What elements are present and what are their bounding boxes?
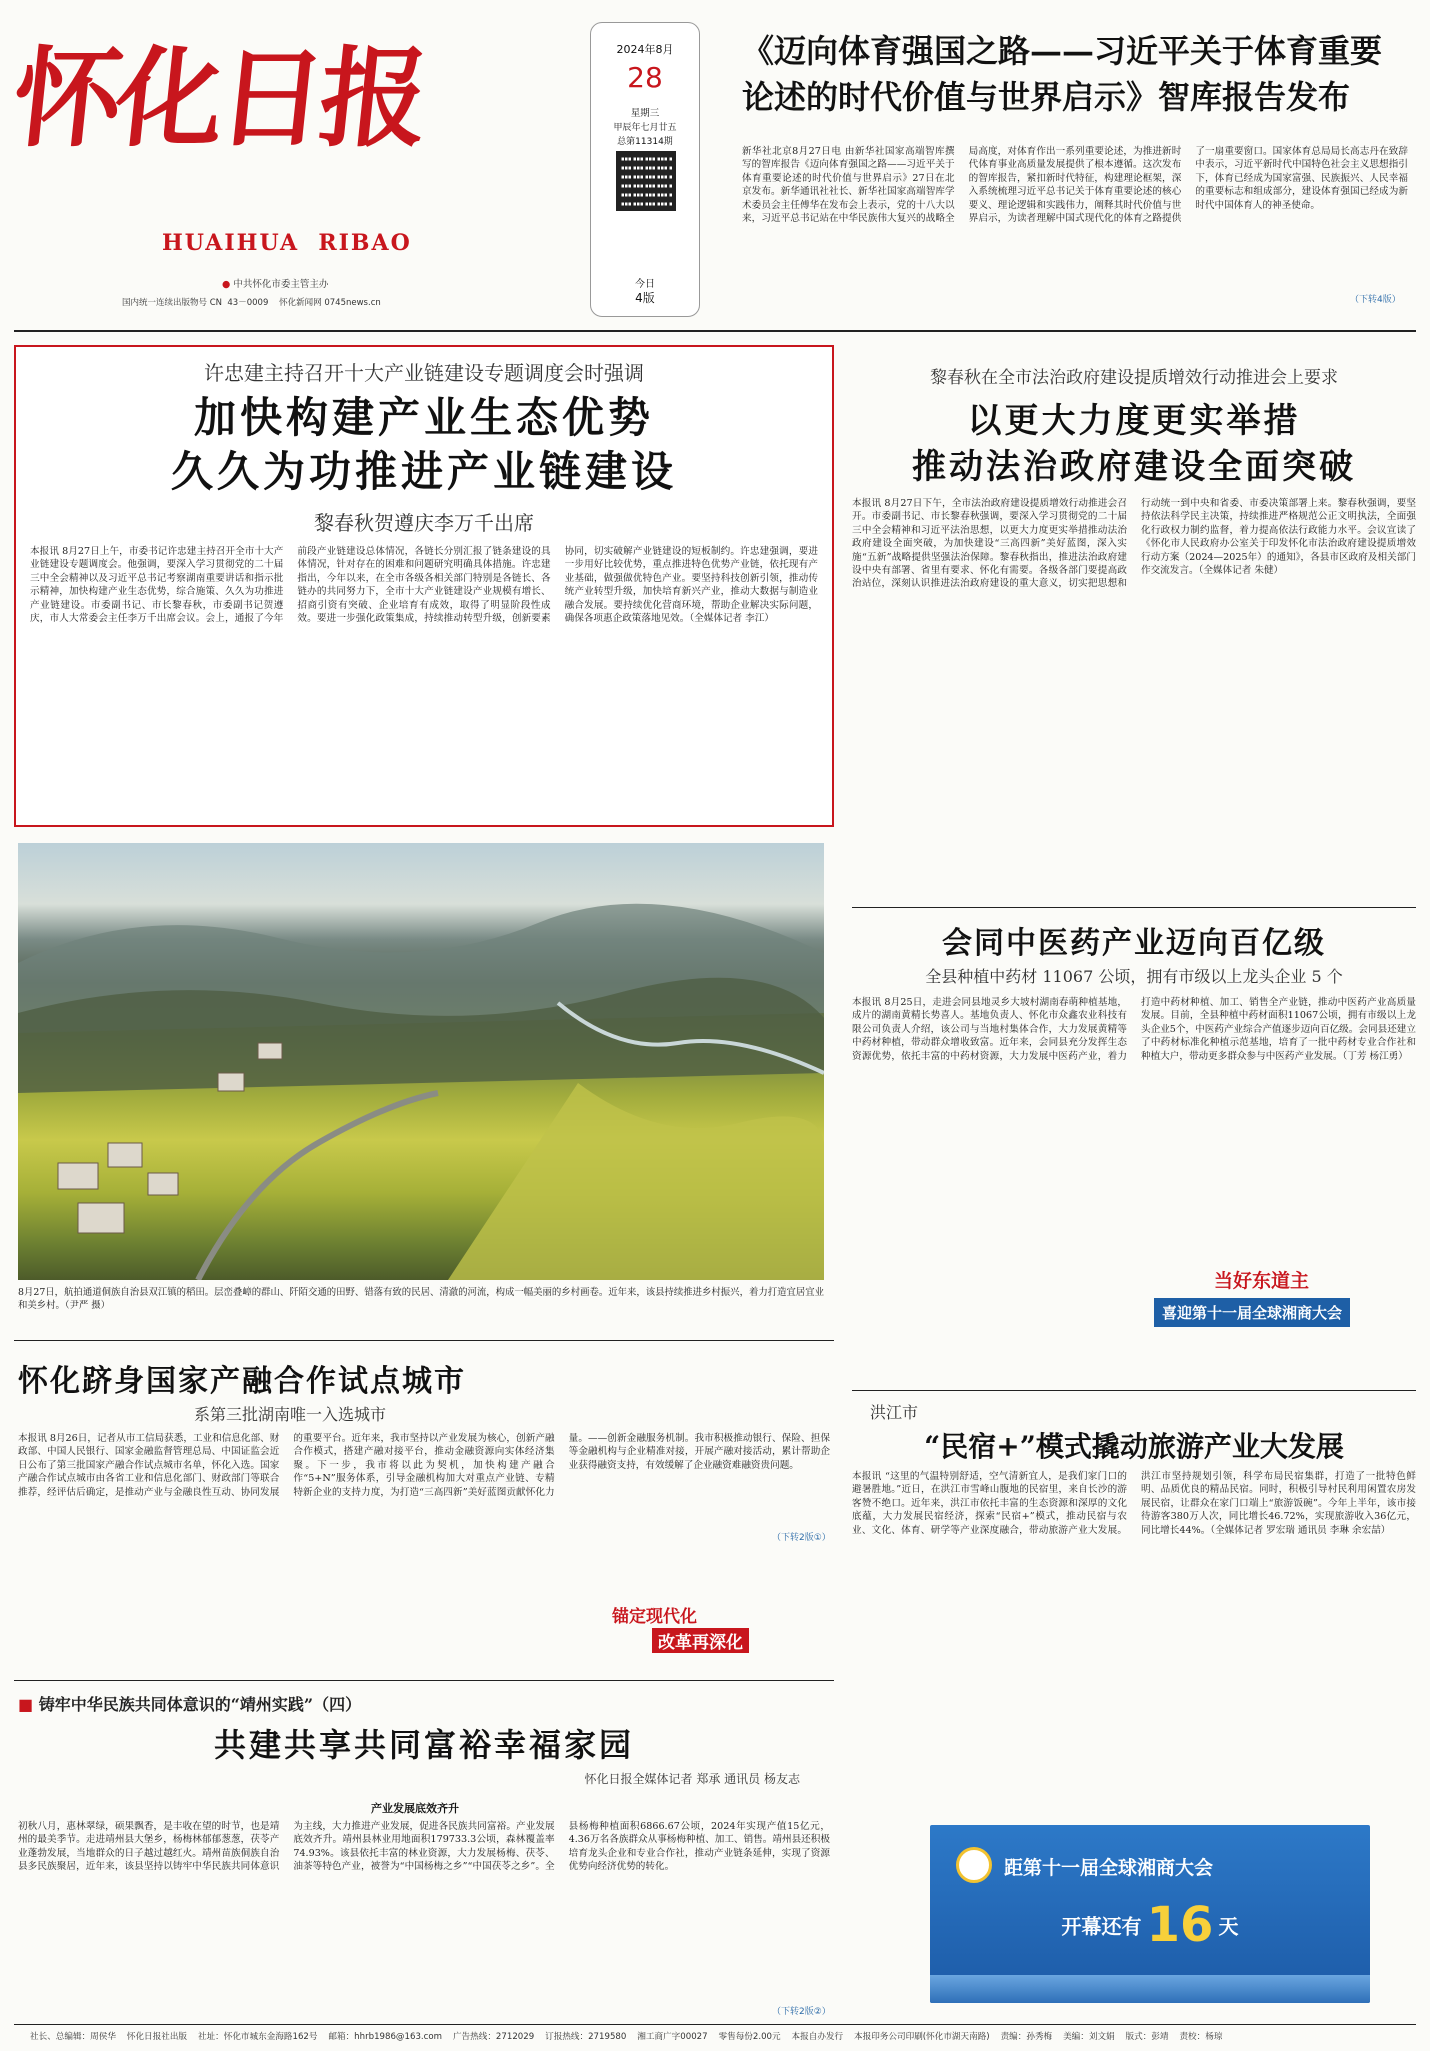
bottom-body: 初秋八月，惠林翠绿，硕果飘香，是丰收在望的时节，也是靖州的最美季节。走进靖州县大堡乡，杨梅林郁郁葱葱，茯苓产业蓬勃发展，当地群众的日子越过越红火。靖州苗族侗族自治县多民族聚居，近年来，该县坚持以铸牢中华民族共同体意识为主线，大力推进产业发展，促进各民族共同富裕。产业发展底效齐升。靖州县林业用地面积179733.3公顷，森林覆盖率74.93%。该县依托丰富的林业资源，大力发展杨梅、茯苓、油茶等特色产业，被誉为“中国杨梅之乡”“中国茯苓之乡”。全县杨梅种植面积6866.67公顷，2024年实现产值15亿元，4.36万名各族群众从事杨梅种植、加工、销售。靖州县还积极培育龙头企业和专业合作社，推动产业链条延伸，实现了资源优势向经济优势的转化。 [18,1821,830,1873]
banner-water [930,1975,1370,2003]
serial-line: 国内统一连续出版物号 CN 43－0009 怀化新闻网 0745news.cn [122,298,381,308]
party-emblem-icon: ● [222,279,231,290]
reform-badge-line1: 锚定现代化 [612,1607,697,1627]
right2-body: 本报讯 8月25日，走进会同县地灵乡大坡村湖南春萌种植基地，成片的湖南黄精长势喜人。基地负责人、怀化市众鑫农业科技有限公司负责人介绍，该公司与当地村集体合作，大力发展黄精等中药材种植，带动群众增收致富。近年来，会同县充分发挥生态资源优势，依托丰富的中药材资源，大力发展中医药产业，着力打造中药材种植、加工、销售全产业链，推动中医药产业高质量发展。目前，全县种植中药材面积11067公顷，拥有市级以上龙头企业5个，中医药产业综合产值逐步迈向百亿级。会同县还建立了中药材标准化种植示范基地，培育了一批中药材专业合作社和种植大户，带动更多群众参与中医药产业发展。（丁芳 杨江勇） [852,997,1416,1062]
date-day: 28 [627,61,663,94]
reform-badge [612,1602,818,1654]
photo-caption: 8月27日，航拍通道侗族自治县双江镇的稻田。层峦叠嶂的群山、阡陌交通的田野、错落有致的民居、清澈的河流，构成一幅美丽的乡村画卷。近年来，该县持续推进乡村振兴，着力打造宜居宜业和美乡村。（尹严 摄） [18,1287,824,1312]
right-col-divider-1 [852,907,1416,908]
right3-headline: “民宿+”模式撬动旅游产业大发展 [924,1430,1344,1463]
right-col-divider-2 [852,1390,1416,1391]
photo-divider [14,1340,834,1341]
east-host-badge [1150,1264,1412,1332]
lead-body: 本报讯 8月27日上午，市委书记许忠建主持召开全市十大产业链建设专题调度会。他强调，要深入学习贯彻党的二十届三中全会精神以及习近平总书记考察湖南重要讲话和指示批示精神，加快构建产业生态优势，综合施策、久久为功推进产业链建设。市委副书记、市长黎春秋，市委副书记贺遵庆，市人大常委会主任李万千出席会议。会上，通报了今年前段产业链建设总体情况，各链长分别汇报了链条建设的具体情况，针对存在的困难和问题研究明确具体措施。许忠建指出，今年以来，在全市各级各相关部门特别是各链长、各链办的共同努力下，全市十大产业链建设产业规模有增长、招商引资有突破、企业培育有成效，取得了明显阶段性成效。要进一步强化政策集成，持续推动转型升级，创新要素协同，切实破解产业链建设的短板制约。许忠建强调，要进一步用好比较优势，重点推进特色优势产业链，依托现有产业基础，做强做优特色产业。要坚持科技创新引领，推动传统产业转型升级，加快培育新兴产业，推动大数据与制造业融合发展。要持续优化营商环境，帮助企业解决实际问题，确保各项惠企政策落地见效。（全媒体记者 李江） [30,546,818,625]
bottom-byline: 怀化日报全媒体记者 郑承 通讯员 杨友志 [584,1772,800,1786]
today-label: 今日 [635,279,655,290]
date-box [590,22,700,317]
nameplate-pinyin: HUAIHUA RIBAO [162,230,412,256]
countdown-unit: 天 [1218,1914,1239,1939]
right2-subhead: 全县种植中药材 11067 公顷，拥有市级以上龙头企业 5 个 [925,967,1343,986]
right1-body: 本报讯 8月27日下午，全市法治政府建设提质增效行动推进会召开。市委副书记、市长黎春秋强调，要深入学习贯彻党的二十届三中全会精神和习近平法治思想，以更大力度更实举措推动法治政府建设全面突破，为加快建设“三高四新”美好蓝图，深入实施“五新”战略提供坚强法治保障。黎春秋指出，推进法治政府建设中央有部署、省里有要求、怀化有需要。各级各部门要提高政治站位，深刻认识推进法治政府建设的重大意义，切实把思想和行动统一到中央和省委、市委决策部署上来。黎春秋强调，要坚持依法科学民主决策，持续推进严格规范公正文明执法，全面强化行政权力制约监督，着力提高依法行政能力水平。会议宣读了《怀化市人民政府办公室关于印发怀化市法治政府建设提质增效行动方案（2024—2025年）的通知》，各县市区政府及相关部门作交流发言。（全媒体记者 朱健） [852,498,1416,590]
east-host-badge-line2: 喜迎第十一届全球湘商大会 [1154,1298,1350,1327]
masthead-divider [14,330,1416,332]
right3-kicker: 洪江市 [870,1403,919,1422]
left3-headline: 怀化跻身国家产融合作试点城市 [18,1364,466,1399]
page-count: 4版 [635,291,655,305]
left3-divider [14,1680,834,1681]
top-story-headline: 《迈向体育强国之路——习近平关于体育重要 论述的时代价值与世界启示》智库报告发布 [742,32,1383,116]
countdown-row [930,1897,1370,1953]
date-weekday: 星期三 [630,108,660,119]
footer-info: 社长、总编辑：周侯华 怀化日报社出版 社址：怀化市城东金海路162号 邮箱：hhrb1986@163.com 广告热线：2712029 订报热线：2719580 湘工商广字00027 零售每份2.00元 本报自办发行 本报印务公司印刷(怀化市湖天南路) 责编：孙秀梅 美编：刘文娟 版式：彭靖 责校：杨琼 [30,2032,1223,2042]
bottom-continue[interactable]: （下转2版②） [772,2007,831,2017]
bottom-kicker: ■ 铸牢中华民族共同体意识的“靖州实践”（四） [18,1695,362,1714]
qr-code-icon[interactable] [616,151,676,211]
top-story-body: 新华社北京8月27日电 由新华社国家高端智库撰写的智库报告《迈向体育强国之路——习近平关于体育重要论述的时代价值与世界启示》27日在北京发布。新华通讯社社长、新华社国家高端智库学术委员会主任傅华在发布会上表示，党的十八大以来，习近平总书记站在中华民族伟大复兴的战略全局高度，对体育作出一系列重要论述，为推进新时代体育事业高质量发展提供了根本遵循。这次发布的智库报告，紧扣新时代特征，构建理论框架，深入系统梳理习近平总书记关于体育重要论述的核心要义、理论逻辑和实践伟力，阐释其时代价值与世界启示，为读者理解中国式现代化的体育之路提供了一扇重要窗口。国家体育总局局长高志丹在致辞中表示，习近平新时代中国特色社会主义思想指引下，体育已经成为国家富强、民族振兴、人民幸福的重要标志和组成部分，建设体育强国已经成为新时代中国体育人的神圣使命。 [742,146,1408,225]
bottom-headline: 共建共享共同富裕幸福家园 [213,1726,634,1764]
countdown-banner [930,1825,1370,2003]
east-host-badge-line1: 当好东道主 [1214,1270,1310,1292]
nameplate-title: 怀化日报 [7,36,429,162]
lead-subhead: 黎春秋贺遵庆李万千出席 [314,511,534,535]
right1-kicker: 黎春秋在全市法治政府建设提质增效行动推进会上要求 [930,368,1338,388]
countdown-prefix: 开幕还有 [1061,1914,1142,1939]
event-logo-icon [956,1847,992,1883]
right3-body: 本报讯 “这里的气温特别舒适，空气清新宜人，是我们家门口的避暑胜地。”近日，在洪江市雪峰山腹地的民宿里，来自长沙的游客赞不绝口。近年来，洪江市依托丰富的生态资源和深厚的文化底蕴，大力发展民宿经济，探索“民宿+”模式，推动民宿与农业、文化、体育、研学等产业深度融合，带动旅游产业大发展。洪江市坚持规划引领，科学布局民宿集群，打造了一批特色鲜明、品质优良的精品民宿。同时，积极引导村民利用闲置农房发展民宿，让群众在家门口端上“旅游饭碗”。今年上半年，该市接待游客380万人次，同比增长46.72%，实现旅游收入36亿元，同比增长44%。（全媒体记者 罗宏瑞 通讯员 李琳 余宏喆） [852,1471,1416,1536]
right1-headline: 以更大力度更实举措 推动法治政府建设全面突破 [912,401,1356,487]
countdown-days: 16 [1146,1897,1214,1953]
left3-body: 本报讯 8月26日，记者从市工信局获悉，工业和信息化部、财政部、中国人民银行、国家金融监督管理总局、中国证监会近日公布了第三批国家产融合作试点城市名单，怀化入选。国家产融合作试点城市由各省工业和信息化部门、财政部门等联合推荐，经评估后确定，是推动产业与金融良性互动、协同发展的重要平台。近年来，我市坚持以产业发展为核心，创新产融合作模式，搭建产融对接平台，推动金融资源向实体经济集聚。下一步，我市将以此为契机，加快构建产融合作“5+N”服务体系，引导金融机构加大对重点产业链、专精特新企业的支持力度，为打造“三高四新”美好蓝图贡献怀化力量。——创新金融服务机制。我市积极推动银行、保险、担保等金融机构与企业精准对接，开展产融对接活动，累计帮助企业获得融资支持，有效缓解了企业融资难融资贵问题。 [18,1433,830,1498]
top-story-continue[interactable]: （下转4版） [1350,295,1401,305]
lead-kicker: 许忠建主持召开十大产业链建设专题调度会时强调 [204,361,644,385]
landscape-illustration [18,843,824,1280]
reform-badge-line2: 改革再深化 [652,1628,749,1653]
left3-subhead: 系第三批湖南唯一入选城市 [193,1405,386,1424]
date-issue: 总第11314期 [617,137,673,147]
aerial-photo [18,843,824,1280]
date-year-month: 2024年8月 [616,43,674,56]
kicker-square-icon: ■ [18,1695,34,1714]
left3-continue[interactable]: （下转2版①） [772,1533,831,1543]
countdown-line1: 距第十一届全球湘商大会 [1004,1857,1214,1879]
lead-headline: 加快构建产业生态优势 久久为功推进产业链建设 [170,393,677,496]
bottom-section-head: 产业发展底效齐升 [371,1802,459,1815]
right2-headline: 会同中医药产业迈向百亿级 [942,926,1326,961]
date-lunar: 甲辰年七月廿五 [613,123,677,133]
sponsor-line: ● 中共怀化市委主管主办 [222,279,329,290]
lead-article-box [14,345,834,827]
footer-divider [14,2024,1416,2025]
